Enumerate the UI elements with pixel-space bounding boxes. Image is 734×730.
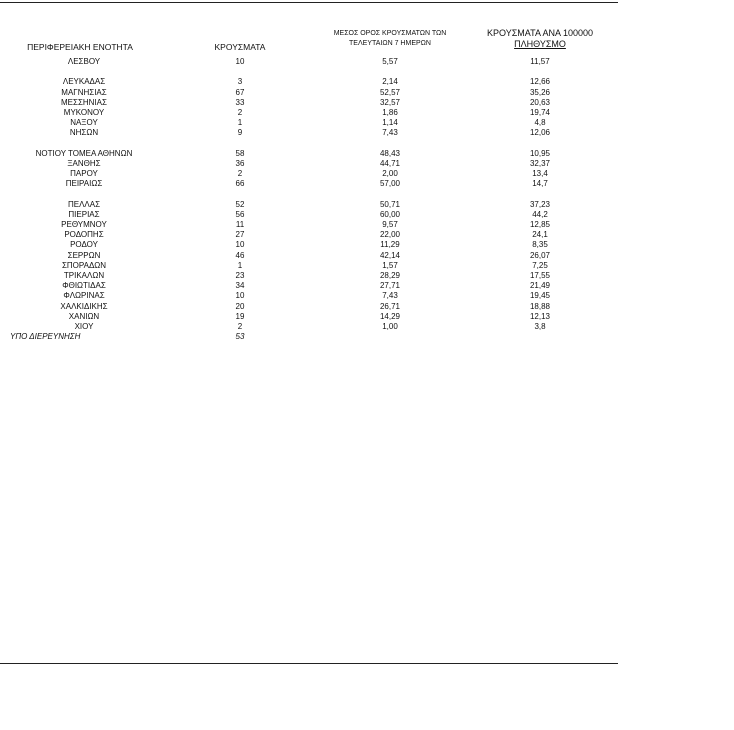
region-cell: ΠΕΙΡΑΙΩΣ	[65, 179, 103, 189]
table-row	[0, 302, 620, 312]
region-cell: ΝΗΣΩΝ	[69, 128, 99, 138]
avg-cell: 32,57	[379, 97, 401, 107]
region-cell: ΠΙΕΡΙΑΣ	[68, 209, 100, 219]
region-cell: ΥΠΟ ΔΙΕΡΕΥΝΗΣΗ	[10, 332, 81, 342]
row-spacer	[0, 67, 620, 77]
cases-cell: 9	[237, 128, 243, 138]
table-row	[0, 77, 620, 87]
avg-cell: 26,71	[379, 301, 401, 311]
region-cell: ΦΛΩΡΙΝΑΣ	[63, 291, 105, 301]
region-cell: ΡΟΔΟΥ	[70, 240, 98, 250]
header-per-100000	[470, 28, 610, 50]
cases-cell: 3	[237, 77, 243, 87]
per-100000-cell: 11,57	[530, 57, 550, 66]
table-row	[0, 98, 620, 108]
cases-cell: 1	[237, 260, 243, 270]
cases-cell: 27	[235, 230, 245, 240]
cases-cell: 58	[235, 148, 245, 158]
per-100000-cell: 26,07	[529, 250, 551, 260]
per-100000-cell: 3,8	[534, 321, 546, 331]
per-100000-cell: 20,63	[529, 97, 551, 107]
table-row	[0, 57, 620, 67]
per-100000-cell: 4,8	[534, 118, 546, 128]
avg-cell: 1,14	[382, 118, 398, 128]
region-cell: ΡΟΔΟΠΗΣ	[64, 230, 104, 240]
avg-cell: 9,57	[382, 220, 398, 229]
avg-cell: 27,71	[379, 281, 401, 291]
per-100000-cell: 37,23	[529, 199, 551, 209]
cases-cell: 52	[235, 199, 245, 209]
table-row	[0, 281, 620, 291]
cases-cell: 20	[235, 301, 245, 311]
region-cell: ΜΑΓΝΗΣΙΑΣ	[61, 87, 107, 97]
table-row	[0, 312, 620, 322]
avg-cell: 28,29	[379, 270, 401, 280]
region-cell: ΧΙΟΥ	[74, 321, 94, 331]
region-cell: ΠΕΛΛΑΣ	[67, 199, 101, 209]
cases-cell: 2	[237, 169, 243, 179]
avg-cell: 2,14	[382, 77, 398, 87]
per-100000-cell: 12,13	[529, 311, 551, 321]
table-row	[0, 220, 620, 230]
header-per-line2: ΠΛΗΘΥΣΜΟ	[514, 39, 566, 49]
region-cell: ΞΑΝΘΗΣ	[67, 158, 101, 168]
per-100000-cell: 12,85	[529, 220, 551, 229]
region-cell: ΝΟΤΙΟΥ ΤΟΜΕΑ ΑΘΗΝΩΝ	[35, 148, 133, 158]
table-row	[0, 179, 620, 189]
header-avg-7-days	[305, 29, 475, 49]
cases-cell: 67	[235, 87, 245, 97]
per-100000-cell: 44,2	[532, 209, 548, 219]
table-row	[0, 159, 620, 169]
avg-cell: 7,43	[382, 128, 398, 138]
table-row	[0, 251, 620, 261]
table-row	[0, 200, 620, 210]
cases-cell: 2	[237, 107, 243, 117]
cases-cell: 10	[235, 57, 245, 66]
table-row	[0, 230, 620, 240]
cases-cell: 46	[235, 250, 245, 260]
per-100000-cell: 13,4	[532, 169, 548, 179]
region-cell: ΜΥΚΟΝΟΥ	[63, 107, 105, 117]
per-100000-cell: 14,7	[532, 179, 548, 189]
table-row	[0, 128, 620, 138]
table-row	[0, 149, 620, 159]
avg-cell: 60,00	[379, 209, 401, 219]
avg-cell: 52,57	[379, 87, 401, 97]
cases-cell: 56	[235, 209, 245, 219]
cases-cell: 2	[237, 321, 243, 331]
table-row	[0, 210, 620, 220]
region-cell: ΛΕΥΚΑΔΑΣ	[62, 77, 106, 87]
cases-cell: 33	[235, 97, 245, 107]
region-cell: ΛΕΣΒΟΥ	[67, 57, 101, 66]
table-row	[0, 118, 620, 128]
per-100000-cell: 18,88	[529, 301, 551, 311]
region-cell: ΤΡΙΚΑΛΩΝ	[63, 270, 105, 280]
table-row	[0, 240, 620, 250]
avg-cell: 11,29	[380, 240, 400, 250]
cases-table	[0, 57, 620, 342]
cases-cell: 53	[235, 332, 245, 342]
per-100000-cell: 32,37	[529, 158, 551, 168]
avg-cell: 14,29	[379, 311, 401, 321]
avg-cell: 1,00	[382, 321, 398, 331]
region-cell: ΧΑΝΙΩΝ	[68, 311, 100, 321]
avg-cell: 22,00	[379, 230, 401, 240]
table-row	[0, 271, 620, 281]
header-avg-line1: ΜΕΣΟΣ ΟΡΟΣ ΚΡΟΥΣΜΑΤΩΝ ΤΩΝ	[333, 30, 447, 37]
avg-cell: 50,71	[379, 199, 401, 209]
per-100000-cell: 7,25	[532, 260, 548, 270]
cases-cell: 1	[237, 118, 243, 128]
region-cell: ΜΕΣΣΗΝΙΑΣ	[61, 97, 107, 107]
per-100000-cell: 19,74	[529, 107, 551, 117]
cases-cell: 11	[235, 220, 245, 229]
header-avg-line2: ΤΕΛΕΥΤΑΙΩΝ 7 ΗΜΕΡΩΝ	[349, 40, 431, 47]
table-row	[0, 322, 620, 332]
cases-cell: 10	[235, 240, 245, 250]
region-cell: ΣΕΡΡΩΝ	[67, 250, 101, 260]
avg-cell: 1,86	[382, 107, 398, 117]
row-spacer	[0, 189, 620, 199]
cases-cell: 19	[235, 311, 245, 321]
per-100000-cell: 17,55	[529, 270, 551, 280]
avg-cell: 48,43	[379, 148, 401, 158]
cases-cell: 34	[235, 281, 245, 291]
header-cases: ΚΡΟΥΣΜΑΤΑ	[214, 42, 266, 52]
header-region: ΠΕΡΙΦΕΡΕΙΑΚΗ ΕΝΟΤΗΤΑ	[27, 42, 133, 52]
avg-cell: 42,14	[379, 250, 401, 260]
cases-cell: 23	[235, 270, 245, 280]
avg-cell: 44,71	[379, 158, 401, 168]
table-row	[0, 88, 620, 98]
table-row	[0, 108, 620, 118]
region-cell: ΡΕΘΥΜΝΟΥ	[61, 220, 107, 229]
bottom-rule	[0, 663, 618, 664]
row-spacer	[0, 139, 620, 149]
per-100000-cell: 21,49	[529, 281, 551, 291]
cases-cell: 10	[235, 291, 245, 301]
table-row	[0, 169, 620, 179]
avg-cell: 5,57	[382, 57, 398, 66]
per-100000-cell: 24,1	[532, 230, 548, 240]
avg-cell: 7,43	[382, 291, 398, 301]
region-cell: ΦΘΙΩΤΙΔΑΣ	[62, 281, 106, 291]
table-row	[0, 332, 620, 342]
table-row	[0, 261, 620, 271]
avg-cell: 57,00	[379, 179, 401, 189]
cases-cell: 36	[235, 158, 245, 168]
header-per-line1: ΚΡΟΥΣΜΑΤΑ ΑΝΑ 100000	[487, 28, 593, 38]
top-rule	[0, 2, 618, 3]
region-cell: ΧΑΛΚΙΔΙΚΗΣ	[60, 301, 108, 311]
per-100000-cell: 35,26	[529, 87, 551, 97]
table-row	[0, 291, 620, 301]
region-cell: ΣΠΟΡΑΔΩΝ	[61, 260, 107, 270]
region-cell: ΠΑΡΟΥ	[70, 169, 98, 179]
per-100000-cell: 12,06	[529, 128, 551, 138]
per-100000-cell: 10,95	[529, 148, 551, 158]
avg-cell: 2,00	[382, 169, 398, 179]
avg-cell: 1,57	[382, 260, 398, 270]
per-100000-cell: 19,45	[529, 291, 551, 301]
per-100000-cell: 12,66	[529, 77, 551, 87]
cases-cell: 66	[235, 179, 245, 189]
per-100000-cell: 8,35	[532, 240, 548, 250]
region-cell: ΝΑΞΟΥ	[70, 118, 98, 128]
